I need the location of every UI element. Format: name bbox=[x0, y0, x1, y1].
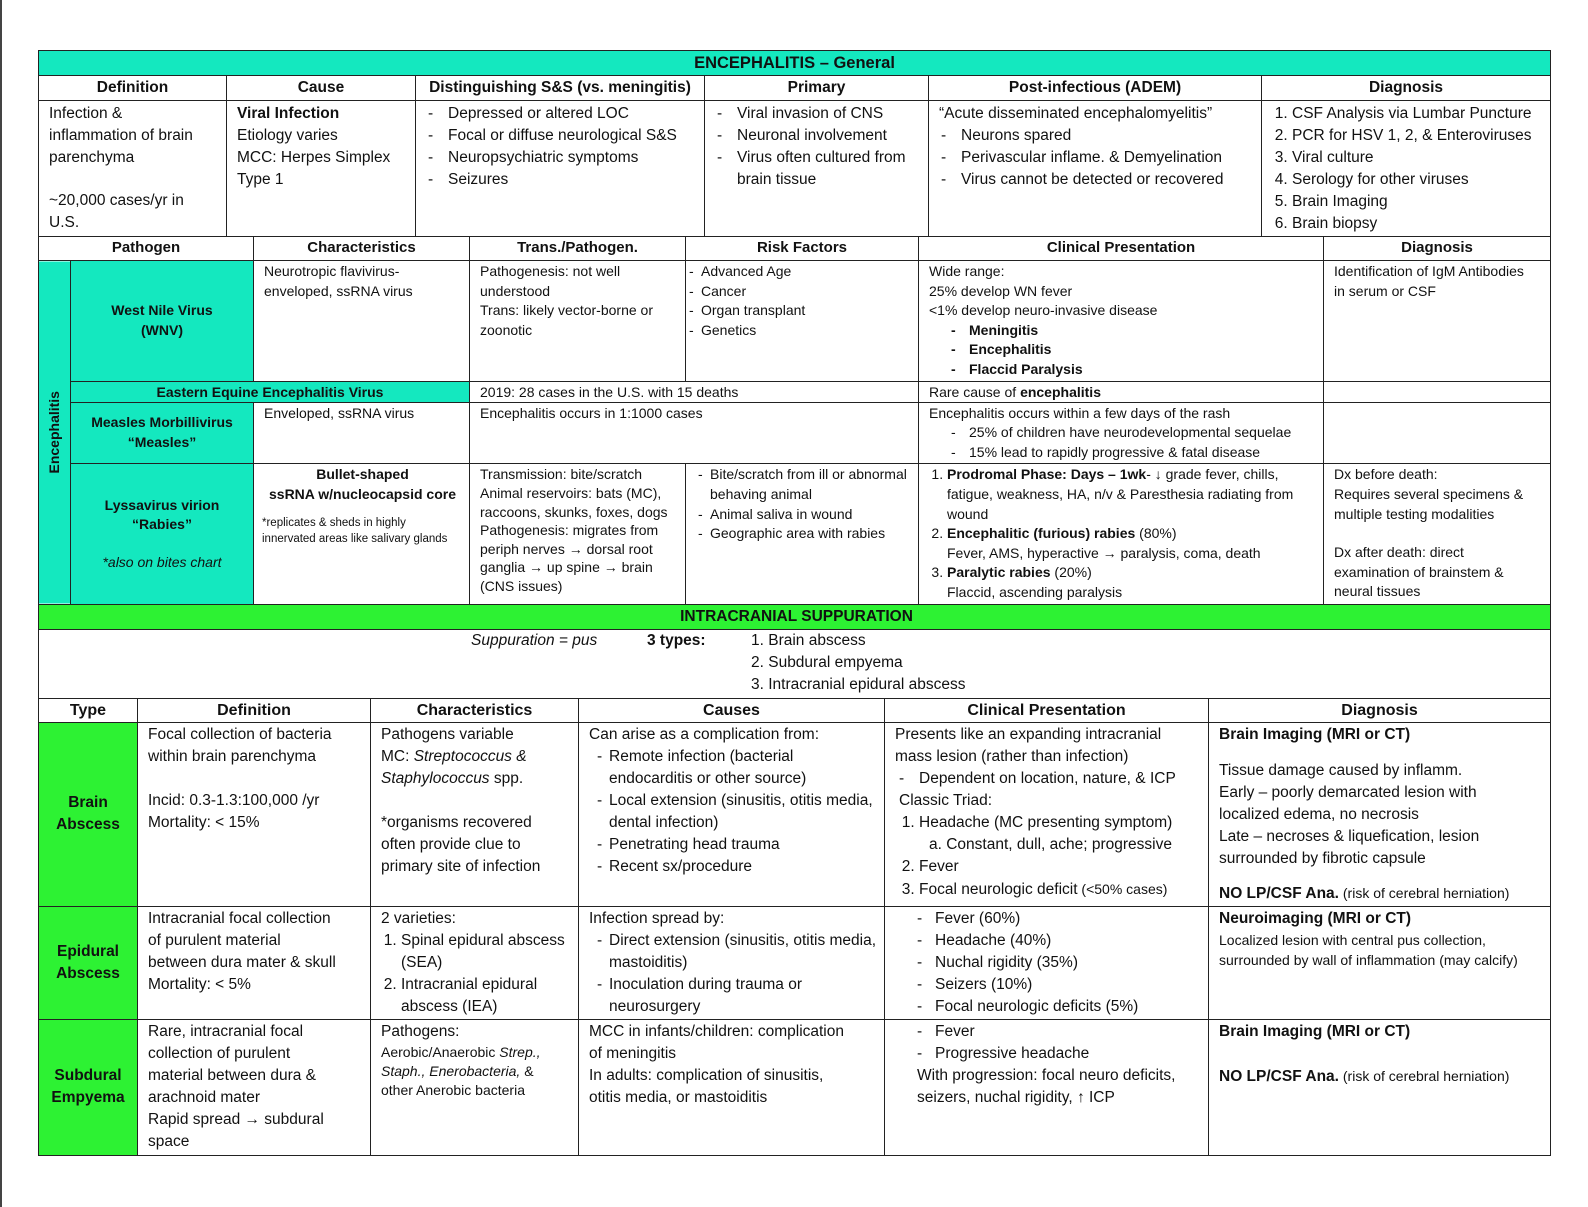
rabies-clinical bbox=[919, 464, 1324, 604]
diagnosis-item: 3. Viral culture bbox=[1292, 147, 1544, 169]
encephalitis-side-label: Encephalitis bbox=[39, 261, 71, 605]
rabies-diagnosis bbox=[1324, 464, 1551, 604]
rabies-dx-line: Dx after death: direct bbox=[1334, 544, 1464, 561]
brain-clin-line: Presents like an expanding intracranial mass lesion (rather than infection) bbox=[895, 725, 1162, 765]
distinguishing-cell bbox=[416, 101, 705, 237]
brain-char-note: often provide clue to bbox=[381, 835, 521, 853]
rabies-dx-line: neural tissues bbox=[1334, 583, 1421, 600]
brain-dx-line: surrounded by fibrotic capsule bbox=[1219, 849, 1426, 867]
epidural-causes bbox=[579, 906, 885, 1019]
definition-cell bbox=[39, 101, 227, 237]
col-sup-clinical: Clinical Presentation bbox=[885, 698, 1209, 722]
rabies-note: *also on bites chart bbox=[102, 553, 222, 570]
brain-clin-line: Classic Triad: bbox=[899, 791, 993, 809]
epidural-char-item: 2. Intracranial epidural abscess (IEA) bbox=[401, 974, 572, 1018]
wnv-characteristics bbox=[254, 261, 470, 382]
rabies-phase-1-desc: - ↓ grade fever, chills, fatigue, weakness, HA, n/v & Paresthesia radiating from wound bbox=[947, 466, 1294, 522]
eee-clinical bbox=[919, 381, 1324, 402]
eee-name: Eastern Equine Encephalitis Virus bbox=[71, 381, 470, 402]
wnv-trans-line: zoonotic bbox=[480, 321, 533, 338]
col-adem: Post-infectious (ADEM) bbox=[929, 76, 1262, 101]
subdural-clin-line: seizers, nuchal rigidity, ↑ ICP bbox=[917, 1088, 1115, 1106]
brain-cause-item: - Remote infection (bacterial endocarditis or other source) bbox=[597, 746, 878, 790]
subdural-definition bbox=[138, 1019, 371, 1155]
subdural-type-line: Subdural bbox=[54, 1067, 122, 1084]
primary-cell bbox=[705, 101, 929, 237]
epidural-def-line: Mortality: < 5% bbox=[148, 975, 251, 993]
wnv-char-line: Neurotropic flavivirus- bbox=[264, 263, 400, 279]
rabies-trans bbox=[470, 464, 686, 604]
left-border-line bbox=[0, 0, 2, 1207]
subdural-char-text: Aerobic/Anaerobic bbox=[381, 1043, 500, 1060]
measles-name-line: Measles Morbillivirus bbox=[91, 414, 233, 431]
cause-line: Type 1 bbox=[237, 171, 284, 188]
epidural-cause-item: - Direct extension (sinusitis, otitis media, mastoiditis) bbox=[597, 930, 878, 974]
adem-item: - Virus cannot be detected or recovered bbox=[939, 169, 1255, 191]
distinguishing-item: - Depressed or altered LOC bbox=[426, 103, 698, 125]
brain-char-italic: Staphylococcus bbox=[381, 769, 490, 787]
subdural-char-line bbox=[381, 1062, 572, 1081]
cause-line: Viral Infection bbox=[237, 105, 340, 122]
diagnosis-item: 1. CSF Analysis via Lumbar Puncture bbox=[1292, 103, 1544, 125]
brain-cause-item: - Local extension (sinusitis, otitis media, dental infection) bbox=[597, 790, 878, 834]
diagnosis-item: 6. Brain biopsy bbox=[1292, 213, 1544, 235]
rabies-trans-line: (CNS issues) bbox=[480, 577, 563, 594]
suppuration-types-label: 3 types: bbox=[647, 631, 706, 649]
brain-type-line: Brain bbox=[68, 794, 108, 811]
subdural-clin-item: - Fever bbox=[917, 1021, 1202, 1043]
wnv-trans-line: Trans: likely vector-borne or bbox=[480, 302, 653, 319]
wnv-clin-line: <1% develop neuro-invasive disease bbox=[929, 302, 1158, 319]
brain-cause-item: - Penetrating head trauma bbox=[597, 834, 878, 856]
suppuration-definition: Suppuration = pus bbox=[471, 631, 598, 649]
subdural-dx-no-lp: NO LP/CSF Ana. bbox=[1219, 1067, 1339, 1085]
primary-item: - Neuronal involvement bbox=[715, 125, 922, 147]
epidural-cause-intro: Infection spread by: bbox=[589, 909, 725, 927]
subdural-def-line: collection of purulent bbox=[148, 1044, 291, 1062]
subdural-char-italic: Strep., bbox=[499, 1043, 541, 1060]
distinguishing-item: - Focal or diffuse neurological S&S bbox=[426, 125, 698, 147]
col-pathogen: Pathogen bbox=[39, 237, 254, 261]
brain-cause-item: - Recent sx/procedure bbox=[597, 856, 878, 878]
epidural-clinical bbox=[885, 906, 1209, 1019]
brain-triad-item: 2. Fever bbox=[919, 856, 1202, 878]
encephalitis-title: ENCEPHALITIS – General bbox=[39, 51, 1551, 76]
epidural-char-intro: 2 varieties: bbox=[381, 909, 456, 927]
wnv-name bbox=[71, 261, 254, 382]
subdural-empyema-type bbox=[39, 1019, 138, 1155]
subdural-causes bbox=[579, 1019, 885, 1155]
wnv-name-line: West Nile Virus bbox=[111, 302, 213, 319]
rabies-phase-3-title: Paralytic rabies bbox=[947, 564, 1051, 581]
brain-char-text: spp. bbox=[489, 769, 524, 787]
subdural-diagnosis bbox=[1209, 1019, 1551, 1155]
cause-line: Etiology varies bbox=[237, 127, 338, 144]
brain-def-line: Focal collection of bacteria bbox=[148, 725, 332, 743]
suppuration-type-item: 3. Intracranial epidural abscess bbox=[751, 675, 966, 693]
subdural-clin-item: - Progressive headache bbox=[917, 1043, 1202, 1065]
subdural-dx-title: Brain Imaging (MRI or CT) bbox=[1219, 1022, 1411, 1040]
col-sup-diagnosis: Diagnosis bbox=[1209, 698, 1551, 722]
rabies-trans-line: ganglia → up spine → brain bbox=[480, 559, 653, 576]
rabies-risk-item: - Animal saliva in wound bbox=[698, 505, 912, 525]
measles-clinical bbox=[919, 402, 1324, 464]
definition-line: U.S. bbox=[49, 214, 80, 231]
rabies-char-bold: ssRNA w/nucleocapsid core bbox=[269, 485, 456, 502]
measles-clin-line: Encephalitis occurs within a few days of the rash bbox=[929, 404, 1231, 421]
epidural-diagnosis bbox=[1209, 906, 1551, 1019]
subdural-dx-warning bbox=[1219, 1065, 1544, 1088]
brain-dx-line: localized edema, no necrosis bbox=[1219, 805, 1419, 823]
wnv-clin-item: - Encephalitis bbox=[951, 340, 1317, 360]
epidural-type-line: Abscess bbox=[56, 964, 120, 982]
brain-dx-title: Brain Imaging (MRI or CT) bbox=[1219, 725, 1411, 743]
cause-cell bbox=[227, 101, 416, 237]
distinguishing-item: - Seizures bbox=[426, 169, 698, 191]
diagnosis-cell bbox=[1262, 101, 1551, 237]
subdural-clin-line: With progression: focal neuro deficits, bbox=[917, 1066, 1176, 1084]
subdural-def-line: arachnoid mater bbox=[148, 1088, 261, 1106]
brain-dx-no-lp-note: (risk of cerebral herniation) bbox=[1339, 884, 1510, 901]
wnv-char-line: enveloped, ssRNA virus bbox=[264, 282, 413, 299]
epidural-def-line: of purulent material bbox=[148, 931, 281, 949]
eee-diagnosis bbox=[1324, 381, 1551, 402]
rabies-phase-3 bbox=[947, 563, 1317, 602]
epidural-dx-line: surrounded by wall of inflammation (may calcify) bbox=[1219, 951, 1518, 968]
subdural-char-line: other Anerobic bacteria bbox=[381, 1081, 525, 1098]
subdural-char-text: & bbox=[520, 1062, 534, 1079]
brain-clin-item: - Dependent on location, nature, & ICP bbox=[897, 768, 1202, 790]
rabies-char-bold: Bullet-shaped bbox=[316, 466, 409, 483]
subdural-dx-no-lp-note: (risk of cerebral herniation) bbox=[1339, 1067, 1510, 1084]
brain-char-text: MC: bbox=[381, 747, 414, 765]
col-distinguishing: Distinguishing S&S (vs. meningitis) bbox=[416, 76, 705, 101]
adem-cell bbox=[929, 101, 1262, 237]
rabies-name-line: “Rabies” bbox=[132, 516, 192, 533]
wnv-trans bbox=[470, 261, 686, 382]
col-risk: Risk Factors bbox=[686, 237, 919, 261]
subdural-char-italic: Staph., Enerobacteria, bbox=[381, 1062, 521, 1079]
epidural-characteristics bbox=[371, 906, 579, 1019]
rabies-phase-2-title: Encephalitic (furious) rabies bbox=[947, 525, 1136, 542]
rabies-trans-line: Pathogenesis: migrates from bbox=[480, 522, 659, 539]
brain-triad-text: Focal neurologic deficit bbox=[919, 880, 1078, 898]
eee-clin-bold: encephalitis bbox=[1020, 383, 1101, 400]
wnv-diagnosis bbox=[1324, 261, 1551, 382]
rabies-name bbox=[71, 464, 254, 604]
brain-triad-sub: a. Constant, dull, ache; progressive bbox=[929, 835, 1172, 853]
measles-characteristics: Enveloped, ssRNA virus bbox=[254, 402, 470, 464]
brain-triad-note: (<50% cases) bbox=[1077, 880, 1168, 897]
epidural-def-line: Intracranial focal collection bbox=[148, 909, 331, 927]
encephalitis-general-table bbox=[38, 50, 1551, 237]
wnv-clinical bbox=[919, 261, 1324, 382]
adem-item: - Neurons spared bbox=[939, 125, 1255, 147]
rabies-name-line: Lyssavirus virion bbox=[104, 496, 220, 513]
subdural-def-line: space bbox=[148, 1132, 190, 1150]
brain-definition bbox=[138, 722, 371, 906]
col-cause: Cause bbox=[227, 76, 416, 101]
suppuration-type-item: 1. Brain abscess bbox=[751, 631, 866, 649]
epidural-dx-title: Neuroimaging (MRI or CT) bbox=[1219, 909, 1412, 927]
subdural-cause-line: In adults: complication of sinusitis, bbox=[589, 1066, 824, 1084]
subdural-type-line: Empyema bbox=[51, 1089, 125, 1106]
rabies-trans-line: raccoons, skunks, foxes, dogs bbox=[480, 503, 668, 520]
col-pathogen-diagnosis: Diagnosis bbox=[1324, 237, 1551, 261]
distinguishing-item: - Neuropsychiatric symptoms bbox=[426, 147, 698, 169]
definition-line: ~20,000 cases/yr in bbox=[49, 192, 184, 209]
epidural-definition bbox=[138, 906, 371, 1019]
wnv-risk-item: - Organ transplant bbox=[689, 301, 912, 321]
epidural-clin-item: - Seizers (10%) bbox=[917, 974, 1202, 996]
wnv-risk-item: - Advanced Age bbox=[689, 262, 912, 282]
col-diagnosis: Diagnosis bbox=[1262, 76, 1551, 101]
brain-dx-line: Late – necroses & liquefication, lesion bbox=[1219, 827, 1480, 845]
wnv-clin-item: - Meningitis bbox=[951, 321, 1317, 341]
measles-trans: Encephalitis occurs in 1:1000 cases bbox=[470, 402, 919, 464]
epidural-type-line: Epidural bbox=[56, 942, 119, 960]
brain-type-line: Abscess bbox=[56, 816, 120, 833]
cause-line: MCC: Herpes Simplex bbox=[237, 149, 391, 166]
wnv-clin-item: - Flaccid Paralysis bbox=[951, 360, 1317, 380]
epidural-def-line: between dura mater & skull bbox=[148, 953, 336, 971]
epidural-clin-item: - Nuchal rigidity (35%) bbox=[917, 952, 1202, 974]
rabies-dx-line: multiple testing modalities bbox=[1334, 505, 1495, 522]
wnv-risk-item: - Genetics bbox=[689, 321, 912, 341]
pathogen-table bbox=[38, 236, 1551, 605]
subdural-clinical bbox=[885, 1019, 1209, 1155]
brain-causes bbox=[579, 722, 885, 906]
epidural-clin-item: - Focal neurologic deficits (5%) bbox=[917, 996, 1202, 1018]
col-primary: Primary bbox=[705, 76, 929, 101]
primary-item: - Virus often cultured from brain tissue bbox=[715, 147, 922, 191]
rabies-phase-3-pct: (20%) bbox=[1050, 564, 1092, 581]
primary-item: - Viral invasion of CNS bbox=[715, 103, 922, 125]
wnv-trans-line: understood bbox=[480, 282, 551, 299]
brain-char-line bbox=[381, 768, 572, 790]
epidural-abscess-type bbox=[39, 906, 138, 1019]
epidural-clin-item: - Fever (60%) bbox=[917, 908, 1202, 930]
epidural-clin-item: - Headache (40%) bbox=[917, 930, 1202, 952]
rabies-characteristics bbox=[254, 464, 470, 604]
subdural-def-line: material between dura & bbox=[148, 1066, 317, 1084]
subdural-def-line: Rare, intracranial focal bbox=[148, 1022, 304, 1040]
brain-cause-intro: Can arise as a complication from: bbox=[589, 725, 820, 743]
brain-dx-warning bbox=[1219, 882, 1544, 905]
brain-clinical bbox=[885, 722, 1209, 906]
brain-diagnosis bbox=[1209, 722, 1551, 906]
brain-triad-item bbox=[919, 812, 1202, 856]
wnv-dx-line: in serum or CSF bbox=[1334, 282, 1436, 299]
col-characteristics: Characteristics bbox=[254, 237, 470, 261]
eee-trans: 2019: 28 cases in the U.S. with 15 deaths bbox=[470, 381, 919, 402]
brain-char-line bbox=[381, 746, 572, 768]
diagnosis-item: 4. Serology for other viruses bbox=[1292, 169, 1544, 191]
epidural-char-item: 1. Spinal epidural abscess (SEA) bbox=[401, 930, 572, 974]
rabies-char-note: innervated areas like salivary glands bbox=[262, 532, 448, 545]
rabies-risk-item: - Bite/scratch from ill or abnormal behaving animal bbox=[698, 465, 912, 504]
brain-dx-line: Early – poorly demarcated lesion with bbox=[1219, 783, 1477, 801]
wnv-risk bbox=[686, 261, 919, 382]
rabies-risk-item: - Geographic area with rabies bbox=[698, 524, 912, 544]
epidural-cause-item: - Inoculation during trauma or neurosurgery bbox=[597, 974, 878, 1018]
rabies-trans-line: Transmission: bite/scratch bbox=[480, 466, 643, 483]
col-type: Type bbox=[39, 698, 138, 722]
subdural-char-line: Pathogens: bbox=[381, 1022, 460, 1040]
subdural-char-line bbox=[381, 1043, 572, 1062]
rabies-trans-line: periph nerves → dorsal root bbox=[480, 540, 653, 557]
subdural-cause-line: MCC in infants/children: complication bbox=[589, 1022, 844, 1040]
brain-triad-text: Headache (MC presenting symptom) bbox=[919, 813, 1173, 831]
epidural-dx-line: Localized lesion with central pus collection, bbox=[1219, 931, 1486, 948]
brain-dx-no-lp: NO LP/CSF Ana. bbox=[1219, 884, 1339, 902]
brain-abscess-type bbox=[39, 722, 138, 906]
col-sup-characteristics: Characteristics bbox=[371, 698, 579, 722]
rabies-dx-line: examination of brainstem & bbox=[1334, 563, 1504, 580]
subdural-cause-line: of meningitis bbox=[589, 1044, 677, 1062]
col-clinical: Clinical Presentation bbox=[919, 237, 1324, 261]
brain-char-note: primary site of infection bbox=[381, 857, 541, 875]
measles-name bbox=[71, 402, 254, 464]
diagnosis-item: 5. Brain Imaging bbox=[1292, 191, 1544, 213]
eee-clin-text: Rare cause of bbox=[929, 383, 1021, 400]
brain-char-note: *organisms recovered bbox=[381, 813, 532, 831]
adem-intro: “Acute disseminated encephalomyelitis” bbox=[939, 105, 1213, 122]
col-definition: Definition bbox=[39, 76, 227, 101]
subdural-def-line: Rapid spread → subdural bbox=[148, 1110, 324, 1128]
rabies-phase-2-pct: (80%) bbox=[1135, 525, 1177, 542]
rabies-phase-1-title: Prodromal Phase: Days – 1wk bbox=[947, 466, 1147, 483]
suppuration-title: INTRACRANIAL SUPPURATION bbox=[39, 604, 1551, 629]
suppuration-type-item: 2. Subdural empyema bbox=[751, 653, 903, 671]
brain-dx-line: Tissue damage caused by inflamm. bbox=[1219, 761, 1463, 779]
rabies-phase-1 bbox=[947, 465, 1317, 524]
rabies-dx-line: Dx before death: bbox=[1334, 466, 1438, 483]
brain-def-line: Incid: 0.3-1.3:100,000 /yr bbox=[148, 791, 320, 809]
wnv-name-line: (WNV) bbox=[141, 321, 183, 338]
rabies-dx-line: Requires several specimens & bbox=[1334, 485, 1524, 502]
measles-clin-item: - 15% lead to rapidly progressive & fatal disease bbox=[951, 443, 1317, 463]
brain-def-line: Mortality: < 15% bbox=[148, 813, 260, 831]
rabies-phase-3-desc: Flaccid, ascending paralysis bbox=[947, 583, 1123, 600]
suppuration-table bbox=[38, 604, 1551, 1156]
rabies-trans-line: Animal reservoirs: bats (MC), bbox=[480, 484, 662, 501]
study-sheet bbox=[38, 50, 1550, 1156]
adem-item: - Perivascular inflame. & Demyelination bbox=[939, 147, 1255, 169]
col-sup-causes: Causes bbox=[579, 698, 885, 722]
brain-triad-item bbox=[919, 878, 1202, 901]
brain-characteristics bbox=[371, 722, 579, 906]
definition-line: Infection & bbox=[49, 105, 123, 122]
wnv-clin-line: Wide range: bbox=[929, 263, 1005, 279]
wnv-risk-item: - Cancer bbox=[689, 282, 912, 302]
definition-line: parenchyma bbox=[49, 149, 135, 166]
subdural-cause-line: otitis media, or mastoiditis bbox=[589, 1088, 768, 1106]
brain-def-line: within brain parenchyma bbox=[148, 747, 317, 765]
rabies-risk bbox=[686, 464, 919, 604]
measles-diagnosis bbox=[1324, 402, 1551, 464]
wnv-trans-line: Pathogenesis: not well bbox=[480, 263, 621, 279]
definition-line: inflammation of brain bbox=[49, 127, 193, 144]
measles-clin-item: - 25% of children have neurodevelopmental sequelae bbox=[951, 423, 1317, 443]
wnv-dx-line: Identification of IgM Antibodies bbox=[1334, 263, 1524, 279]
rabies-phase-2 bbox=[947, 524, 1317, 563]
subdural-characteristics bbox=[371, 1019, 579, 1155]
brain-char-italic: Streptococcus & bbox=[413, 747, 527, 765]
suppuration-summary bbox=[39, 629, 1551, 698]
rabies-phase-2-desc: Fever, AMS, hyperactive → paralysis, coma, death bbox=[947, 544, 1261, 561]
wnv-clin-line: 25% develop WN fever bbox=[929, 282, 1073, 299]
diagnosis-item: 2. PCR for HSV 1, 2, & Enteroviruses bbox=[1292, 125, 1544, 147]
col-trans: Trans./Pathogen. bbox=[470, 237, 686, 261]
rabies-char-note: *replicates & sheds in highly bbox=[262, 516, 406, 529]
col-sup-definition: Definition bbox=[138, 698, 371, 722]
measles-name-line: “Measles” bbox=[127, 433, 197, 450]
brain-char-line: Pathogens variable bbox=[381, 725, 514, 743]
